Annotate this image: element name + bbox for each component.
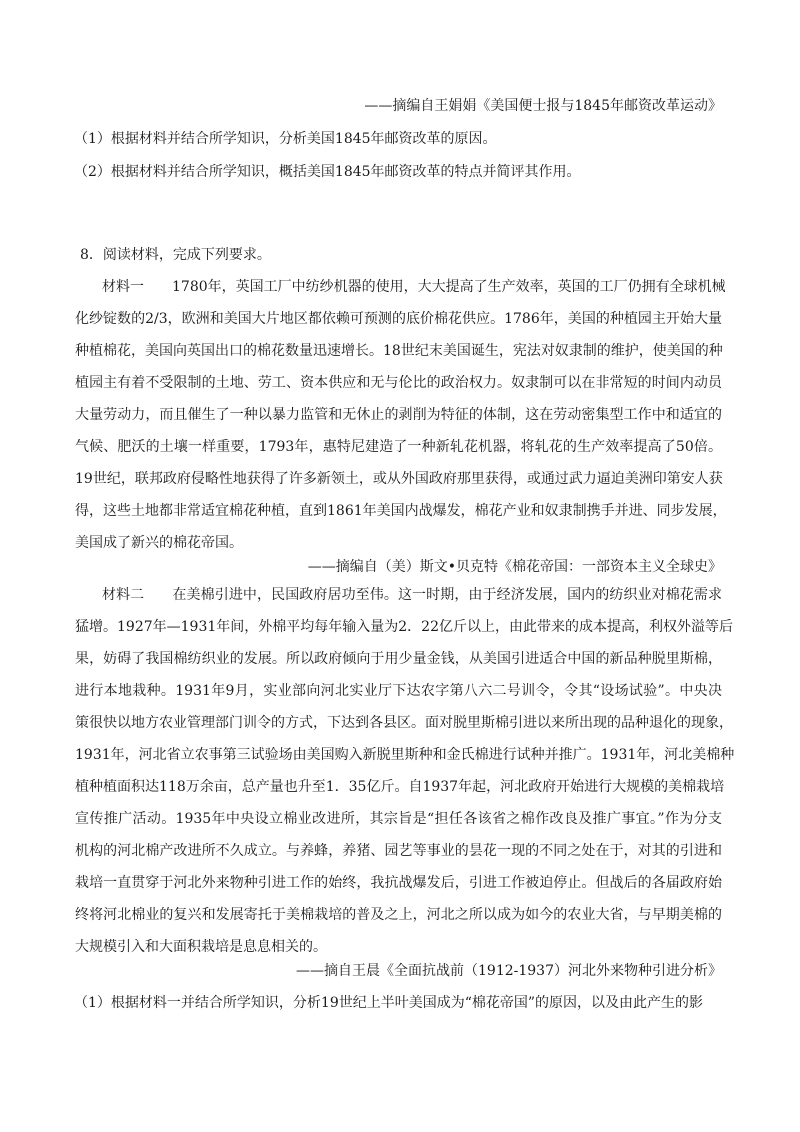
- paragraph-line: 宣传推广活动。1935年中央设立棉业改进所，其宗旨是“担任各该省之棉作改良及推广事宜。”作为分支: [75, 811, 722, 827]
- question-stem: 8．阅读材料，完成下列要求。: [80, 247, 271, 263]
- paragraph-line: 大量劳动力，而且催生了一种以暴力监管和无休止的剥削为特征的体制，这在劳动密集型工作中和适宜的: [75, 407, 722, 423]
- paragraph-line: 材料二 在美棉引进中，民国政府居功至伟。这一时期，由于经济发展，国内的纺织业对棉花需求: [102, 587, 722, 603]
- question-item: （1）根据材料并结合所学知识，分析美国1845年邮资改革的原因。: [74, 131, 497, 147]
- paragraph-line: 19世纪，联邦政府侵略性地获得了许多新领土，或从外国政府那里获得，或通过武力逼迫美洲印第安人获: [75, 471, 723, 487]
- paragraph-line: 种植棉花，美国向英国出口的棉花数量迅速增长。18世纪末美国诞生，宪法对奴隶制的维护，使美国的种: [75, 343, 723, 359]
- paragraph-line: 大规模引入和大面积栽培是息息相关的。: [75, 939, 327, 955]
- paragraph-line: 策很快以地方农业管理部门训令的方式，下达到各县区。面对脱里斯棉引进以来所出现的品种退化的现象，: [75, 715, 733, 731]
- source-citation: ——摘编自（美）斯文•贝克特《棉花帝国：一部资本主义全球史》: [307, 559, 722, 575]
- paragraph-line: 植园主有着不受限制的土地、劳工、资本供应和无与伦比的政治权力。奴隶制可以在非常短的时间内动员: [75, 375, 722, 391]
- paragraph-line: 机构的河北棉产改进所不久成立。与养蜂，养猪、园艺等事业的昙花一现的不同之处在于，对其的引进和: [75, 843, 722, 859]
- source-citation: ——摘自王晨《全面抗战前（1912-1937）河北外来物种引进分析》: [296, 963, 722, 979]
- paragraph-line: 植种植面积达118万余亩，总产量也升至1．35亿斤。自1937年起，河北政府开始进行大规模的美棉栽培: [75, 779, 725, 795]
- source-citation: ——摘编自王娟娟《美国便士报与1845年邮资改革运动》: [364, 98, 722, 114]
- question-item: （1）根据材料一并结合所学知识，分析19世纪上半叶美国成为“棉花帝国”的原因，以及由此产生的影: [74, 995, 704, 1011]
- paragraph-line: 进行本地栽种。1931年9月，实业部向河北实业厅下达农字第八六二号训令，令其“设场试验”。中央决: [75, 683, 722, 699]
- paragraph-line: 得，这些土地都非常适宜棉花种植，直到1861年美国内战爆发，棉花产业和奴隶制携手并进、同步发展，: [75, 503, 727, 519]
- question-item: （2）根据材料并结合所学知识，概括美国1845年邮资改革的特点并简评其作用。: [74, 164, 581, 180]
- paragraph-line: 果，妨碍了我国棉纺织业的发展。所以政府倾向于用少量金钱，从美国引进适合中国的新品种脱里斯棉，: [75, 651, 722, 667]
- paragraph-line: 化纱锭数的2/3，欧洲和美国大片地区都依赖可预测的底价棉花供应。1786年，美国的种植园主开始大量: [75, 311, 722, 327]
- paragraph-line: 美国成了新兴的棉花帝国。: [75, 535, 243, 551]
- paragraph-line: 猛增。1927年—1931年间，外棉平均每年输入量为2．22亿斤以上，由此带来的成本提高，利权外溢等后: [75, 619, 733, 635]
- paragraph-line: 终将河北棉业的复兴和发展寄托于美棉栽培的普及之上，河北之所以成为如今的农业大省，与早期美棉的: [75, 907, 722, 923]
- paragraph-line: 栽培一直贯穿于河北外来物种引进工作的始终，我抗战爆发后，引进工作被迫停止。但战后的各届政府始: [75, 875, 722, 891]
- paragraph-line: 材料一 1780年，英国工厂中纺纱机器的使用，大大提高了生产效率，英国的工厂仍拥有全球机械: [102, 279, 726, 295]
- paragraph-line: 1931年，河北省立农事第三试验场由美国购入新脱里斯种和金氏棉进行试种并推广。1931年，河北美棉种: [75, 747, 735, 763]
- paragraph-line: 气候、肥沃的土壤一样重要，1793年，惠特尼建造了一种新轧花机器，将轧花的生产效率提高了50倍。: [75, 439, 722, 455]
